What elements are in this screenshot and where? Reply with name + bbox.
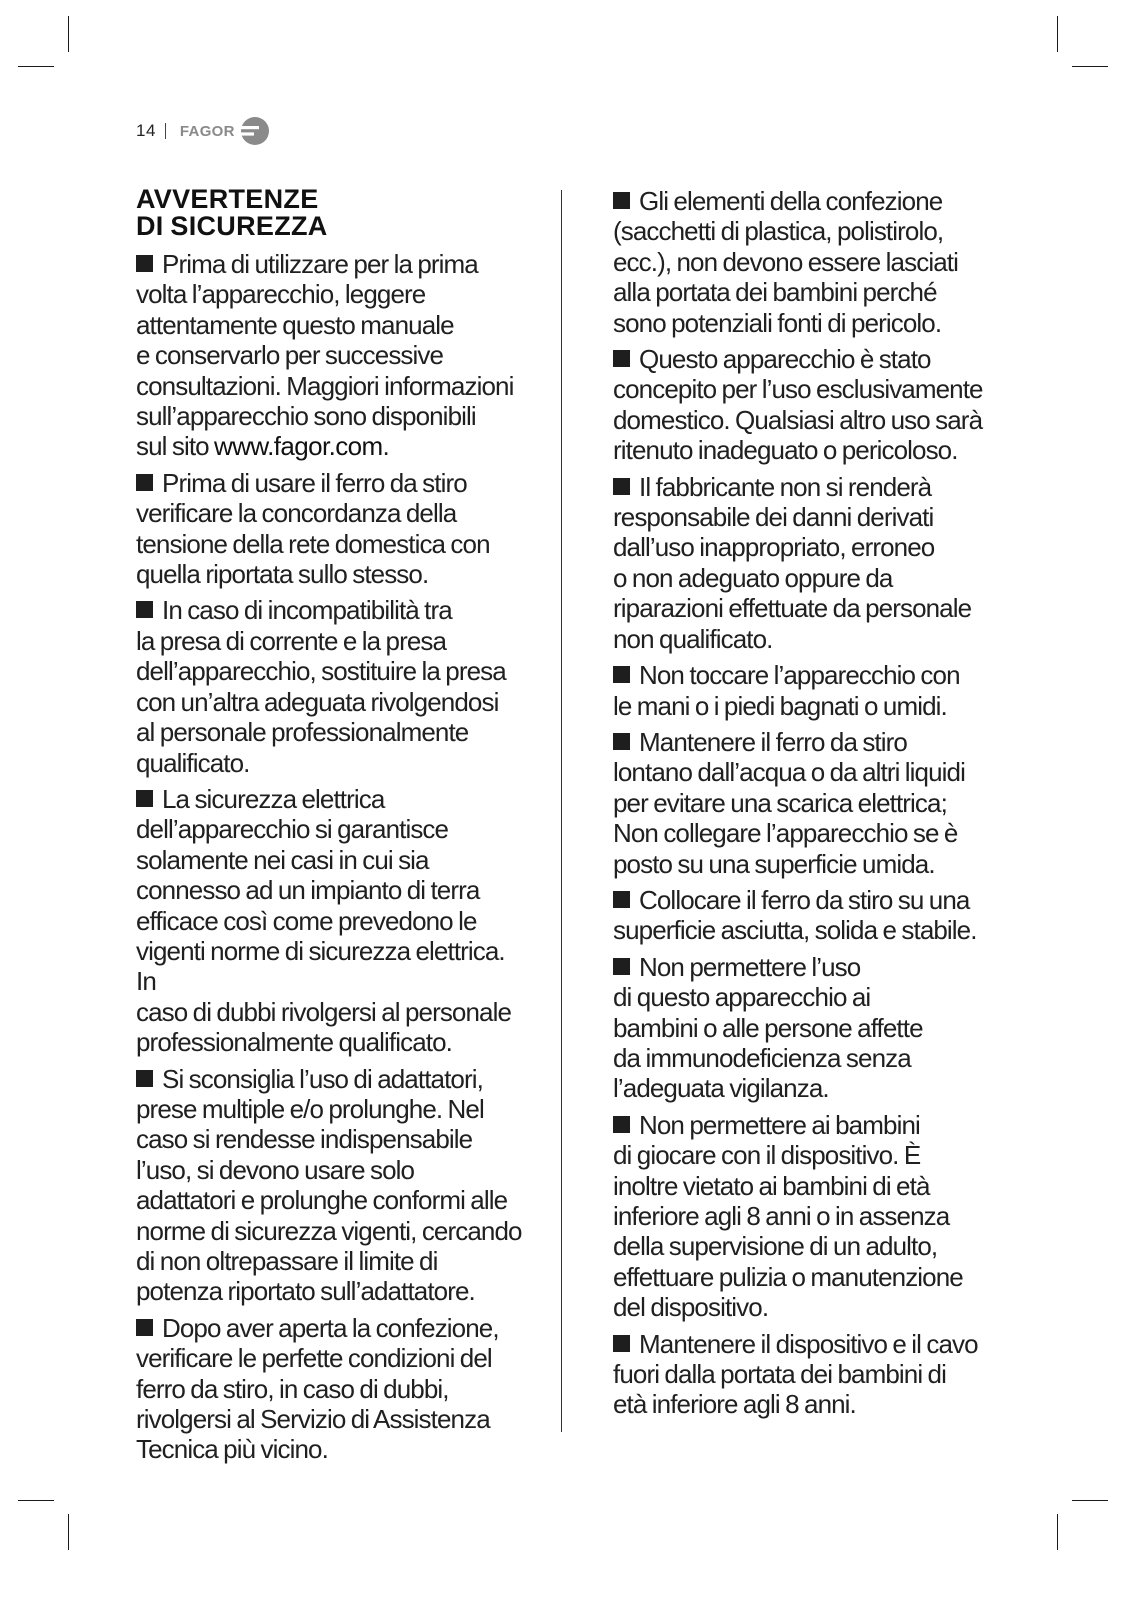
- warning-text: Il fabbricante non si renderà responsabile dei danni derivati dall’uso inappropriato, erroneo o non adeguato oppure da riparazioni effettuate da personale non qualificato.: [613, 471, 972, 654]
- right-paragraph-list: [613, 186, 1013, 1420]
- left-paragraph-list: [136, 249, 528, 1465]
- warning-text: Non permettere l’uso di questo apparecchio ai bambini o alle persone affette da immunodeficienza senza l’adeguata vigilanza.: [613, 951, 923, 1104]
- left-column: [136, 186, 528, 1471]
- warning-text: Prima di utilizzare per la prima volta l’apparecchio, leggere attentamente questo manuale e conservarlo per successive consultazioni. Maggiori informazioni sull’apparecchio sono disponibili sul sito: [136, 249, 514, 462]
- warning-text: Collocare il ferro da stiro su una superficie asciutta, solida e stabile.: [613, 884, 977, 946]
- safety-warning-item: [613, 186, 1013, 338]
- square-bullet-icon: [136, 790, 153, 807]
- square-bullet-icon: [613, 350, 630, 367]
- square-bullet-icon: [136, 1319, 153, 1336]
- safety-warning-item: [613, 952, 1013, 1104]
- square-bullet-icon: [613, 1116, 630, 1133]
- safety-warning-item: [613, 472, 1013, 654]
- square-bullet-icon: [613, 666, 630, 683]
- page-header: [136, 116, 271, 146]
- crop-mark-bottom-right-h: [1072, 1500, 1108, 1501]
- website-link[interactable]: www.fagor.com: [214, 431, 383, 462]
- square-bullet-icon: [613, 1335, 630, 1352]
- warning-text: Non permettere ai bambini di giocare con il dispositivo. È inoltre vietato ai bambini di età inferiore agli 8 anni o in assenza della supervisione di un adulto, effettuare pulizia o manutenzione del dispositivo.: [613, 1109, 963, 1323]
- warning-text: Dopo aver aperta la confezione, verificare le perfette condizioni del ferro da stiro, in caso di dubbi, rivolgersi al Servizio di Assistenza Tecnica più vicino.: [136, 1312, 499, 1465]
- warning-text: Gli elementi della confezione (sacchetti di plastica, polistirolo, ecc.), non devono essere lasciati alla portata dei bambini perché sono potenziali fonti di pericolo.: [613, 186, 958, 338]
- safety-warning-item: [613, 660, 1013, 721]
- safety-warning-item: [613, 727, 1013, 879]
- warning-text: Mantenere il dispositivo e il cavo fuori dalla portata dei bambini di età inferiore agli 8 anni.: [613, 1328, 978, 1420]
- warning-text: Non toccare l’apparecchio con le mani o i piedi bagnati o umidi.: [613, 660, 960, 721]
- crop-mark-top-right-h: [1072, 66, 1108, 67]
- square-bullet-icon: [613, 478, 630, 495]
- square-bullet-icon: [613, 192, 630, 209]
- safety-warning-item: [613, 1329, 1013, 1420]
- warning-text: Questo apparecchio è stato concepito per l’uso esclusivamente domestico. Qualsiasi altro uso sarà ritenuto inadeguato o pericoloso.: [613, 344, 983, 466]
- warning-text: In caso di incompatibilità tra la presa di corrente e la presa dell’apparecchio, sostituire la presa con un’altra adeguata rivolgendosi al personale professionalmente qualificato.: [136, 595, 506, 778]
- right-column: [613, 186, 1013, 1426]
- column-divider: [561, 190, 562, 1432]
- crop-mark-bottom-right-v: [1057, 1514, 1058, 1550]
- crop-mark-top-left-v: [68, 16, 69, 52]
- safety-warning-item: [136, 468, 528, 590]
- crop-mark-bottom-left-v: [68, 1514, 69, 1550]
- warning-text: Prima di usare il ferro da stiro verificare la concordanza della tensione della rete domestica con quella riportata sullo stesso.: [136, 467, 490, 590]
- square-bullet-icon: [136, 1070, 153, 1087]
- fagor-logo-icon: [239, 115, 271, 147]
- crop-mark-top-right-v: [1057, 16, 1058, 52]
- safety-warning-item: [136, 784, 528, 1058]
- brand-name: FAGOR: [179, 122, 235, 140]
- safety-warning-item: [613, 344, 1013, 466]
- warning-text-end: .: [382, 431, 389, 462]
- safety-warning-item: [136, 1064, 528, 1307]
- crop-mark-top-left-h: [18, 66, 54, 67]
- square-bullet-icon: [136, 255, 153, 272]
- safety-warning-item: [136, 595, 528, 777]
- safety-warning-item: [613, 1110, 1013, 1323]
- header-separator: [165, 123, 166, 139]
- crop-mark-bottom-left-h: [18, 1500, 54, 1501]
- square-bullet-icon: [136, 601, 153, 618]
- square-bullet-icon: [613, 958, 630, 975]
- section-title: AVVERTENZE DI SICUREZZA: [136, 184, 328, 241]
- warning-text: Mantenere il ferro da stiro lontano dall’acqua o da altri liquidi per evitare una scarica elettrica; Non collegare l’apparecchio se è posto su una superficie umida.: [613, 726, 965, 879]
- safety-warning-item: [136, 1313, 528, 1465]
- warning-text: Si sconsiglia l’uso di adattatori, prese multiple e/o prolunghe. Nel caso si rendesse indispensabile l’uso, si devono usare solo adattatori e prolunghe conformi alle norme di sicurezza vigenti, cercando di non oltrepassare il limite di potenza riportato sull’adattatore.: [136, 1063, 522, 1307]
- safety-warning-item: [136, 249, 528, 462]
- safety-warning-item: [613, 885, 1013, 946]
- warning-text: La sicurezza elettrica dell’apparecchio si garantisce solamente nei casi in cui sia connesso ad un impianto di terra efficace così come prevedono le vigenti norme di sicurezza elettrica. In caso di dubbi rivolgersi al personale professionalmente qualificato.: [136, 783, 512, 1058]
- page-number: 14: [136, 121, 156, 140]
- square-bullet-icon: [136, 474, 153, 491]
- square-bullet-icon: [613, 891, 630, 908]
- square-bullet-icon: [613, 733, 630, 750]
